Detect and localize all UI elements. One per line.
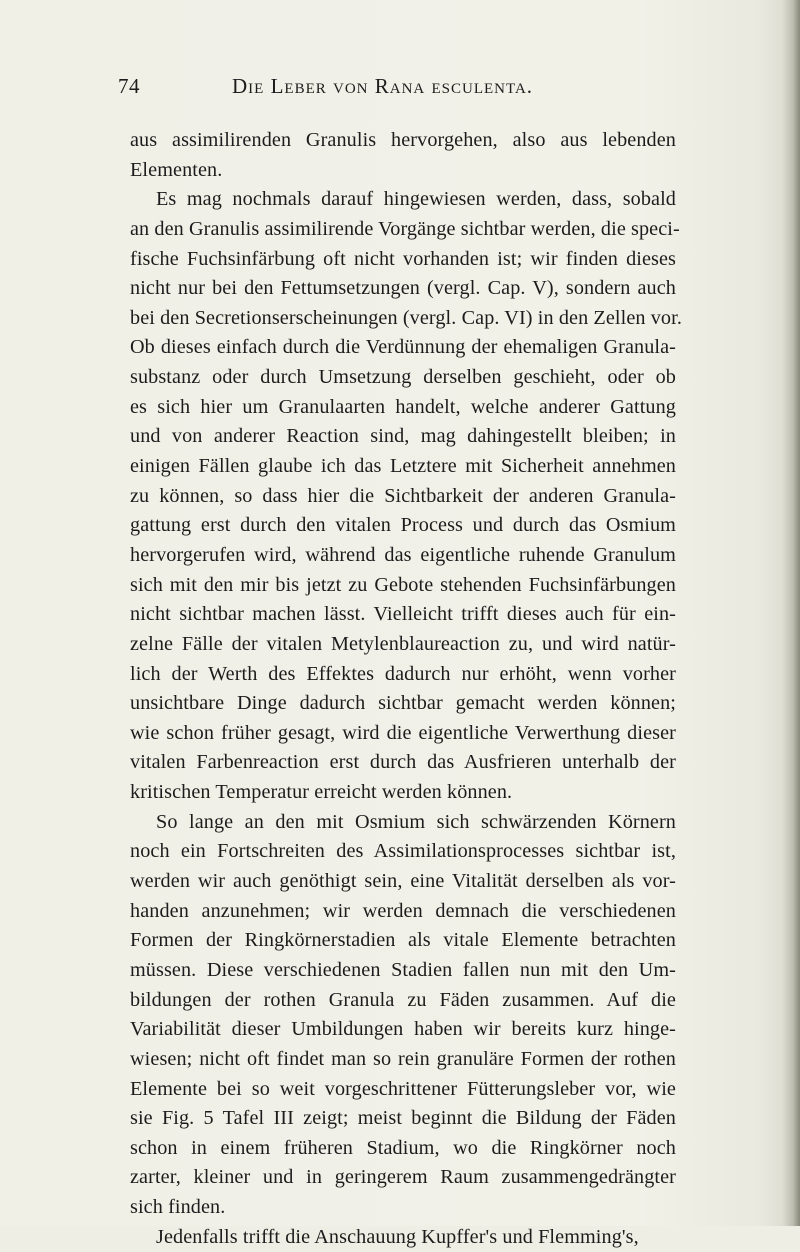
text-line: bildungen der rothen Granula zu Fäden zusammen. Auf die [130,988,676,1011]
text-line: Variabilität dieser Umbildungen haben wir bereits kurz hinge- [130,1018,676,1041]
text-line: werden wir auch genöthigt sein, eine Vitalität derselben als vor- [130,870,676,893]
text-line: handen anzunehmen; wir werden demnach die verschiedenen [130,899,676,922]
text-line: bei den Secretionserscheinungen (vergl. Cap. VI) in den Zellen vor. [130,306,682,329]
text-line: aus assimilirenden Granulis hervorgehen, also aus lebenden [130,129,676,151]
text-line: kritischen Temperatur erreicht werden können. [130,781,513,804]
text-line: hervorgerufen wird, während das eigentliche ruhende Granulum [130,543,676,566]
text-line: wiesen; nicht oft findet man so rein granuläre Formen der rothen [130,1047,676,1070]
text-line: So lange an den mit Osmium sich schwärzenden Körnern [156,810,676,833]
text-line: gattung erst durch den vitalen Process und durch das Osmium [130,514,676,537]
text-line: zelne Fälle der vitalen Metylenblaureaction zu, und wird natür- [130,632,676,655]
text-line: sich mit den mir bis jetzt zu Gebote stehenden Fuchsinfärbungen [130,573,676,596]
text-line: sie Fig. 5 Tafel III zeigt; meist beginnt die Bildung der Fäden [130,1107,676,1130]
running-title: Die Leber von Rana esculenta. [232,74,534,98]
text-line: und von anderer Reaction sind, mag dahingestellt bleiben; in [130,425,676,448]
text-line: Ob dieses einfach durch die Verdünnung der ehemaligen Granula- [130,336,676,359]
text-line: zarter, kleiner und in geringerem Raum zusammengedrängter [130,1166,676,1189]
text-line: nicht nur bei den Fettumsetzungen (vergl. Cap. V), sondern auch [130,277,676,300]
text-line: sich finden. [130,1196,226,1219]
text-line: Elemente bei so weit vorgeschrittener Fütterungsleber vor, wie [130,1077,676,1100]
text-line: an den Granulis assimilirende Vorgänge sichtbar werden, die speci- [130,217,680,240]
text-line: vitalen Farbenreaction erst durch das Ausfrieren unterhalb der [130,751,676,774]
text-line: lich der Werth des Effektes dadurch nur erhöht, wenn vorher [130,662,676,685]
text-line: Es mag nochmals darauf hingewiesen werden, dass, sobald [156,188,676,211]
text-line: unsichtbare Dinge dadurch sichtbar gemacht werden können; [130,692,676,715]
text-line: wie schon früher gesagt, wird die eigentliche Verwerthung dieser [130,721,676,744]
text-line: zu können, so dass hier die Sichtbarkeit der anderen Granula- [130,484,676,507]
text-line: müssen. Diese verschiedenen Stadien fallen nun mit den Um- [130,958,676,981]
text-line: schon in einem früheren Stadium, wo die Ringkörner noch [130,1136,676,1159]
page-number: 74 [118,74,140,98]
text-line: einigen Fällen glaube ich das Letztere mit Sicherheit annehmen [130,455,676,478]
text-line: es sich hier um Granulaarten handelt, welche anderer Gattung [130,395,676,418]
text-line: nicht sichtbar machen lässt. Vielleicht trifft dieses auch für ein- [130,603,676,626]
text-line: Jedenfalls trifft die Anschauung Kupffer's und Flemming's, [156,1225,639,1248]
text-line: substanz oder durch Umsetzung derselben geschieht, oder ob [130,366,676,389]
text-line: fische Fuchsinfärbung oft nicht vorhanden ist; wir finden dieses [130,247,676,270]
page-edge-shadow [782,0,800,1226]
text-line: Formen der Ringkörnerstadien als vitale Elemente betrachten [130,929,676,952]
body-text [130,126,682,1252]
text-line: Elementen. [130,158,223,181]
page-header [118,74,678,104]
text-line: noch ein Fortschreiten des Assimilationsprocesses sichtbar ist, [130,840,676,863]
